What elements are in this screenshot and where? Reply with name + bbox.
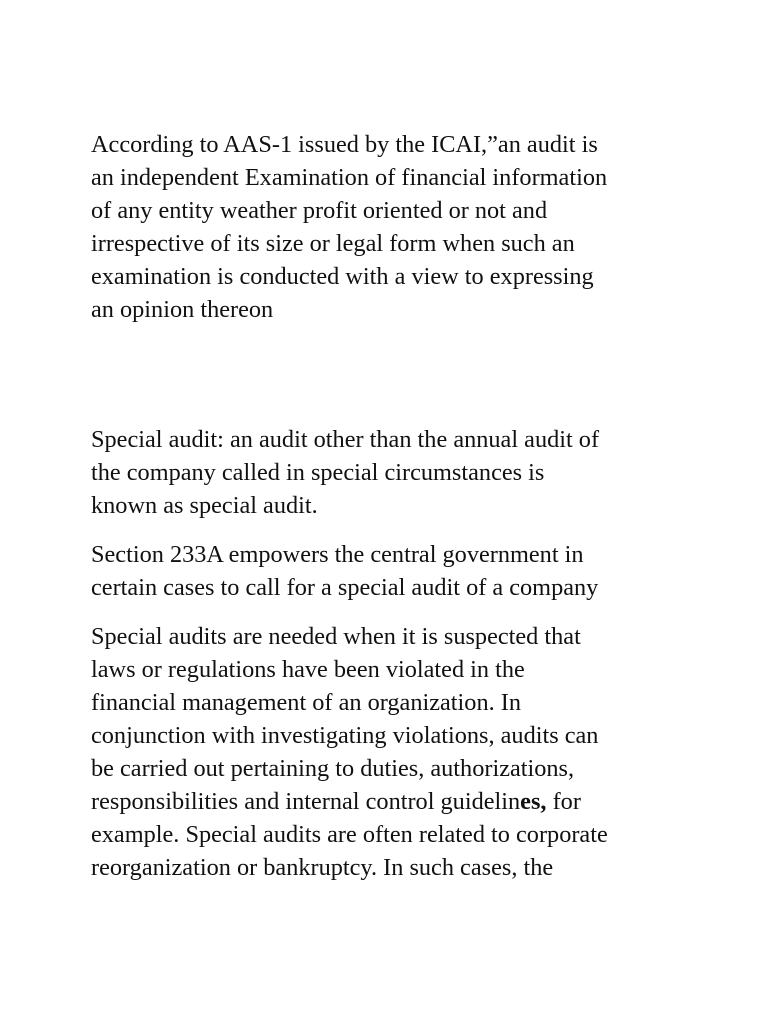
paragraph-text-after-bold: for example. Special audits are often related to corporate reorganization or bankruptcy. In such cases, the — [91, 788, 608, 881]
paragraph-text-before-bold: Special audits are needed when it is suspected that laws or regulations have been violated in the financial management of an organization. In conjunction with investigating violations, audits can be carried out pertaining to duties, authorizations, responsibilities and internal control guidelin — [91, 623, 599, 815]
paragraph-special-audit-definition: Special audit: an audit other than the annual audit of the company called in special circumstances is known as special audit. — [91, 426, 600, 519]
paragraph-special-audits-need — [91, 620, 691, 884]
paragraph-section-233a: Section 233A empowers the central government in certain cases to call for a special audit of a company — [91, 541, 599, 601]
paragraph-bold-text: es, — [520, 788, 547, 815]
paragraph-audit-definition: According to AAS-1 issued by the ICAI,”an audit is an independent Examination of financial information of any entity weather profit oriented or not and irrespective of its size or legal form when such an examination is conducted with a view to expressing an opinion thereon — [91, 131, 608, 323]
